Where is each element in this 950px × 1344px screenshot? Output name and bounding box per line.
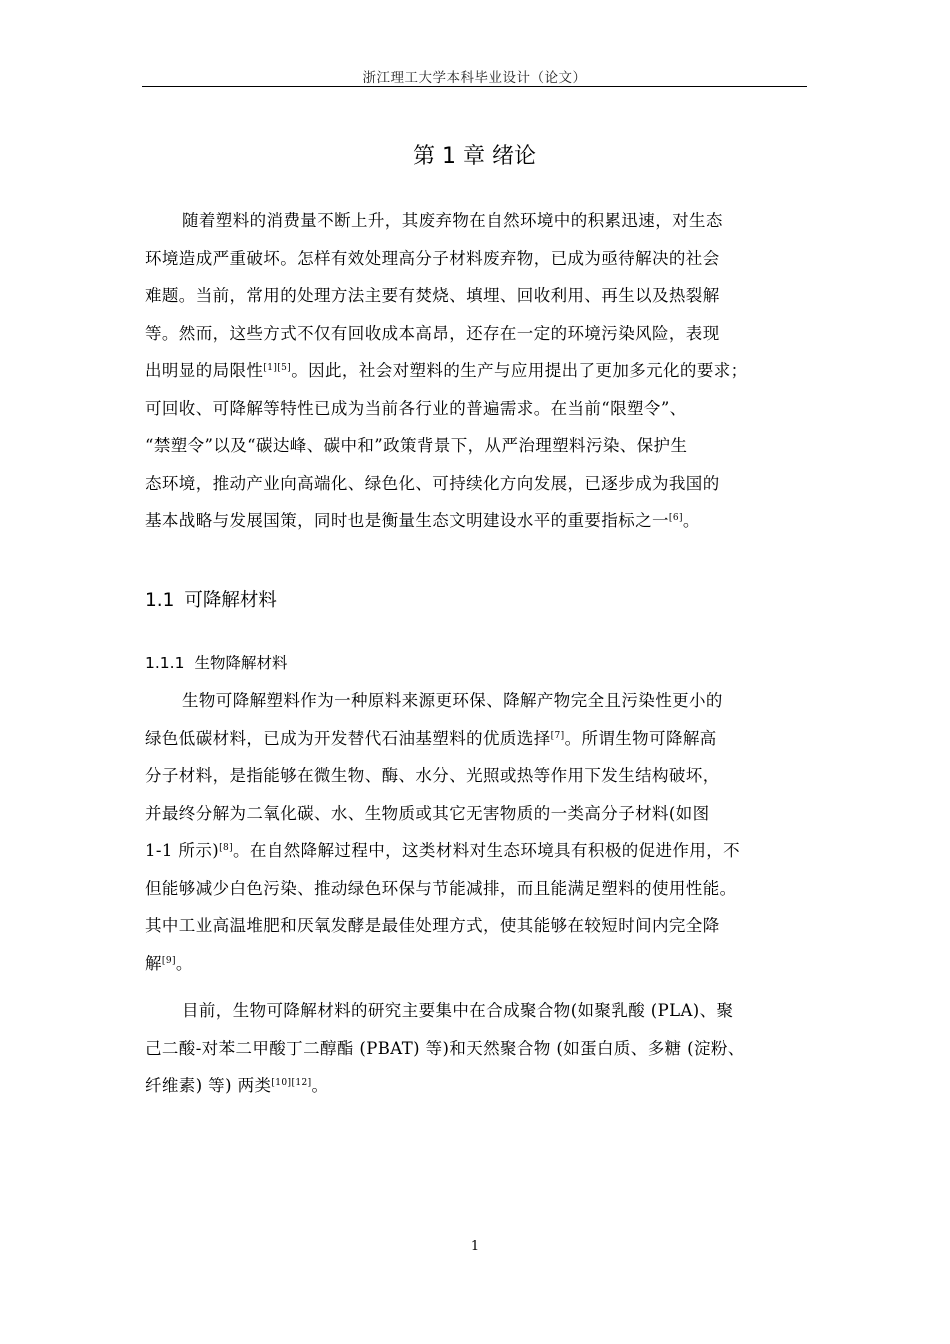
page-number: 1	[470, 1239, 480, 1254]
citation: [10][12]	[271, 1078, 312, 1088]
section-title: 可降解材料	[184, 590, 277, 611]
citation: [9]	[161, 955, 176, 966]
text-line	[145, 1067, 807, 1105]
section-heading	[145, 586, 277, 612]
text-line: 目前，生物可降解材料的研究主要集中在合成聚合物(如聚乳酸 (PLA)、聚	[182, 1001, 734, 1020]
text-segment: 。在自然降解过程中，这类材料对生态环境具有积极的促进作用，不	[233, 841, 741, 860]
text-line: 其中工业高温堆肥和厌氧发酵是最佳处理方式，使其能够在较短时间内完全降	[145, 916, 720, 935]
text-segment: 。所谓生物可降解高	[564, 728, 717, 748]
text-segment: 出明显的局限性	[145, 361, 264, 380]
text-line: 随着塑料的消费量不断上升，其废弃物在自然环境中的积累迅速，对生态	[182, 211, 723, 230]
text-line: 分子材料，是指能够在微生物、酶、水分、光照或热等作用下发生结构破坏，	[145, 766, 720, 785]
text-line: 可回收、可降解等特性已成为当前各行业的普遍需求。在当前“限塑令”、	[145, 398, 687, 418]
subsection-title: 生物降解材料	[194, 654, 288, 672]
text-line	[145, 502, 807, 540]
text-line: “禁塑令”以及“碳达峰、碳中和”政策背景下，从严治理塑料污染、保护生	[145, 436, 688, 455]
biodegradable-paragraph	[145, 682, 807, 982]
text-line: 等。然而，这些方式不仅有回收成本高昂，还存在一定的环境污染风险，表现	[145, 323, 720, 343]
text-line: 生物可降解塑料作为一种原料来源更环保、降解产物完全且污染性更小的	[182, 691, 723, 710]
text-line: 己二酸-对苯二甲酸丁二醇酯 (PBAT) 等)和天然聚合物 (如蛋白质、多糖 (淀粉、	[145, 1038, 745, 1058]
text-segment: 基本战略与发展国策，同时也是衡量生态文明建设水平的重要指标之一	[145, 511, 669, 530]
text-line	[145, 352, 807, 390]
citation: [8]	[219, 843, 234, 853]
text-line	[145, 832, 807, 870]
text-line	[145, 945, 807, 983]
text-line	[145, 720, 807, 758]
text-segment: 1-1 所示)	[145, 841, 220, 860]
text-line: 态环境，推动产业向高端化、绿色化、可持续化方向发展，已逐步成为我国的	[145, 473, 720, 493]
running-header: 浙江理工大学本科毕业设计（论文）	[362, 70, 587, 86]
text-segment: 。	[682, 511, 700, 530]
citation: [6]	[668, 513, 683, 523]
text-segment: 。	[311, 1076, 329, 1095]
section-number: 1.1	[145, 590, 175, 611]
text-segment: 。因此，社会对塑料的生产与应用提出了更加多元化的要求；	[291, 361, 748, 380]
research-focus-paragraph	[145, 992, 807, 1105]
text-line: 并最终分解为二氧化碳、水、生物质或其它无害物质的一类高分子材料(如图	[145, 803, 710, 823]
text-line: 难题。当前，常用的处理方法主要有焚烧、填埋、回收利用、再生以及热裂解	[145, 286, 720, 305]
text-segment: 纤维素) 等) 两类	[145, 1076, 272, 1095]
header-rule	[142, 86, 807, 87]
citation: [1][5]	[263, 363, 292, 373]
text-line: 但能够减少白色污染、推动绿色环保与节能减排，而且能满足塑料的使用性能。	[145, 878, 737, 898]
text-segment: 绿色低碳材料，已成为开发替代石油基塑料的优质选择	[145, 728, 551, 748]
subsection-heading	[145, 651, 287, 673]
intro-paragraph	[145, 202, 807, 540]
text-line: 环境造成严重破坏。怎样有效处理高分子材料废弃物，已成为亟待解决的社会	[145, 248, 720, 268]
chapter-title: 第 1 章 绪论	[413, 144, 536, 169]
text-segment: 解	[145, 953, 162, 973]
subsection-number: 1.1.1	[145, 654, 185, 672]
citation: [7]	[550, 730, 565, 741]
text-segment: 。	[175, 953, 193, 973]
